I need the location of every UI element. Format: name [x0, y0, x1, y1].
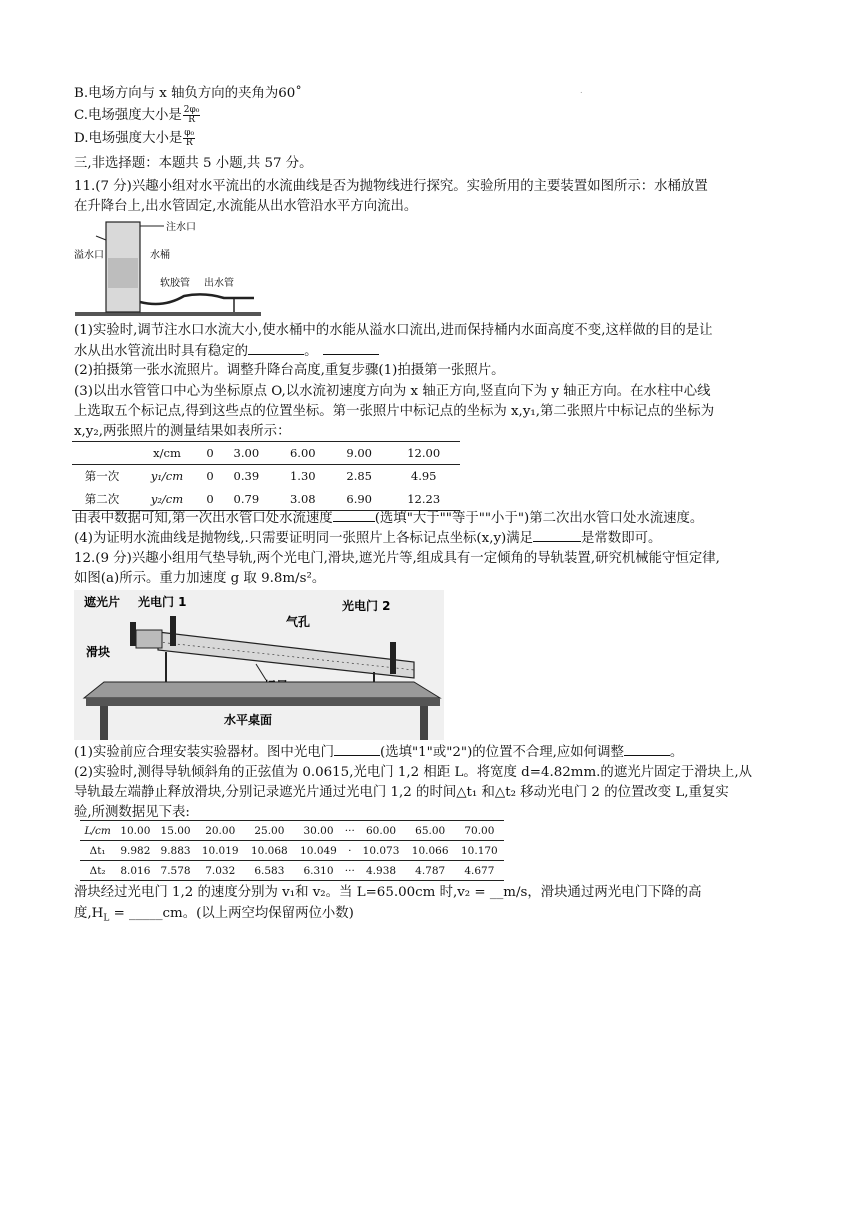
q11-part3-q-text: 由表中数据可知,第一次出水管口处水流速度 [74, 511, 333, 526]
table-cell: y₁/cm [150, 469, 184, 484]
q12-part1-rest: (选填"1"或"2")的位置不合理,应如何调整 [380, 745, 624, 760]
table-leg-left [100, 706, 108, 740]
table-cell: 第二次 [84, 491, 120, 506]
q11-answer-blank-1[interactable] [248, 342, 304, 355]
table-cell: 6.00 [275, 442, 331, 465]
label-outlet: 出水管 [204, 278, 234, 289]
option-d [74, 129, 196, 148]
q11-part1-line2 [74, 342, 379, 361]
q11-part3-line2: 上选取五个标记点,得到这些点的位置坐标。第一张照片中标记点的坐标为 x,y₁,第二张照片中标记点的坐标为 [74, 404, 715, 419]
table-cell: Δt₁ [80, 841, 115, 861]
table-cell: 10.066 [406, 841, 455, 861]
photogate-1 [170, 616, 176, 646]
option-d-numerator: φ₀ [184, 128, 195, 138]
q12-answer-blank-1[interactable] [334, 743, 380, 756]
q11-part1-end: 。 [304, 344, 318, 359]
table-header-row [80, 821, 504, 841]
q11-answer-blank-1b[interactable] [323, 342, 379, 355]
q11-intro-line1: 11.(7 分)兴趣小组对水平流出的水流曲线是否为抛物线进行探究。实验所用的主要装置如图所示：水桶放置 [74, 179, 708, 194]
table-row [80, 861, 504, 881]
hose-and-outlet [140, 294, 254, 304]
table-cell: 0 [202, 442, 218, 465]
label-shade: 遮光片 [84, 595, 121, 609]
table-cell: 4.938 [366, 864, 397, 877]
table-cell: 3.08 [289, 491, 316, 506]
label-hole: 气孔 [286, 615, 311, 629]
option-c [74, 106, 201, 125]
table-cell: 6.90 [346, 491, 372, 506]
q11-data-table [72, 441, 460, 511]
label-overflow: 溢水口 [74, 250, 104, 261]
label-gate1: 光电门 1 [138, 595, 187, 609]
table-cell: 70.00 [455, 821, 504, 841]
table-cell: x/cm [132, 442, 202, 465]
table-top [84, 682, 440, 698]
table-cell: 12.23 [407, 491, 441, 506]
table-cell: L/cm [80, 821, 115, 841]
table-cell: 0.39 [233, 469, 260, 484]
q11-part1-line1: (1)实验时,调节注水口水流大小,使水桶中的水能从溢水口流出,进而保持桶内水面高度不变,这样做的目的是让 [74, 323, 713, 338]
option-d-denominator: R [185, 138, 193, 148]
q12-part3-text: 度,H [74, 906, 104, 921]
q12-part2-line3: 验,所测数据见下表: [74, 805, 190, 820]
q11-part4-text: (4)为证明水流曲线是抛物线,.只需要证明同一张照片上各标记点坐标(x,y)满足 [74, 531, 534, 546]
option-c-fraction [183, 106, 201, 125]
table-cell: 4.677 [464, 864, 495, 877]
table-cell: 65.00 [406, 821, 455, 841]
table-cell: 60.00 [356, 821, 405, 841]
option-d-text: D.电场强度大小是 [74, 131, 183, 146]
table-cell: 1.30 [289, 469, 316, 484]
table-cell: 10.00 [115, 821, 155, 841]
table-header-row [72, 442, 460, 465]
q12-air-track-figure [74, 590, 444, 740]
q11-answer-blank-2[interactable] [333, 509, 375, 522]
q11-part3-q-rest: (选填"大于""等于""小于")第二次出水管口处水流速度。 [374, 511, 704, 526]
q12-intro-line1: 12.(9 分)兴趣小组用气垫导轨,两个光电门,滑块,遮光片等,组成具有一定倾角的导轨装置,研究机械能守恒定律, [74, 551, 720, 566]
table-cell: 0 [206, 469, 214, 484]
q11-part1-text: 水从出水管流出时具有稳定的 [74, 344, 249, 359]
q11-answer-blank-3[interactable] [533, 529, 581, 542]
q11-part3-line1: (3)以出水管管口中心为坐标原点 O,以水流初速度方向为 x 轴正方向,竖直向下为 y 轴正方向。在水柱中心线 [74, 384, 711, 399]
q11-part2: (2)拍摄第一张水流照片。调整升降台高度,重复步骤(1)拍摄第一张照片。 [74, 363, 505, 378]
table-cell: 8.016 [120, 864, 151, 877]
table-cell: 9.883 [155, 841, 195, 861]
photogate-2 [390, 642, 396, 674]
table-cell: ··· [343, 821, 356, 841]
table-cell: 15.00 [155, 821, 195, 841]
table-cell: 7.032 [205, 864, 236, 877]
table-cell: Δt₂ [89, 864, 106, 877]
table-cell: 10.073 [356, 841, 405, 861]
table-cell: 20.00 [196, 821, 245, 841]
table-cell: 6.310 [303, 864, 334, 877]
option-c-text: C.电场强度大小是 [74, 108, 182, 123]
table-cell: y₂/cm [150, 491, 184, 506]
stray-mark: . [580, 86, 583, 95]
q11-part4 [74, 529, 661, 548]
table-cell: 2.85 [346, 469, 372, 484]
table-cell: 9.00 [331, 442, 387, 465]
label-inlet: 注水口 [166, 222, 196, 233]
q12-part1 [74, 743, 683, 762]
table-cell: ··· [344, 864, 355, 877]
q12-part1-text: (1)实验前应合理安装实验器材。图中光电门 [74, 745, 334, 760]
table-cell: 12.00 [387, 442, 460, 465]
label-slider: 滑块 [86, 645, 111, 659]
q12-data-table [80, 820, 504, 881]
label-gate2: 光电门 2 [342, 599, 391, 613]
label-table: 水平桌面 [224, 713, 273, 727]
option-d-fraction [183, 129, 195, 148]
table-cell: 7.578 [160, 864, 191, 877]
table-cell: 3.00 [218, 442, 274, 465]
q12-part3-rest: = _____cm。(以上两空均保留两位小数) [109, 906, 354, 921]
table-cell: 9.982 [115, 841, 155, 861]
q11-intro-line2: 在升降台上,出水管固定,水流能从出水管沿水平方向流出。 [74, 199, 418, 214]
q12-part2-line1: (2)实验时,测得导轨倾斜角的正弦值为 0.0615,光电门 1,2 相距 L。将宽度 d=4.82mm.的遮光片固定于滑块上,从 [74, 765, 752, 780]
table-leg-right [420, 706, 428, 740]
table-cell [72, 442, 132, 465]
table-cell: 10.049 [294, 841, 343, 861]
q11-part3-line3: x,y₂,两张照片的测量结果如表所示： [74, 424, 291, 439]
table-cell: 30.00 [294, 821, 343, 841]
table-cell: · [343, 841, 356, 861]
q12-part2-line2: 导轨最左端静止释放滑块,分别记录遮光片通过光电门 1,2 的时间△t₁ 和△t₂ 移动光电门 2 的位置改变 L,重复实 [74, 785, 729, 800]
q12-part3-line1: 滑块经过光电门 1,2 的速度分别为 v₁和 v₂。当 L=65.00cm 时,v₂ = __m/s，滑块通过两光电门下降的高 [74, 885, 702, 900]
label-bucket: 水桶 [150, 250, 170, 261]
bucket-water [108, 258, 138, 288]
option-c-denominator: R [188, 115, 195, 125]
section-heading: 三,非选择题：本题共 5 小题,共 57 分。 [74, 156, 313, 171]
table-row [80, 841, 504, 861]
table-row [72, 465, 460, 488]
overflow-pipe [96, 236, 106, 240]
label-hose: 软胶管 [160, 278, 190, 289]
table-cell: 25.00 [245, 821, 294, 841]
shade-plate [130, 622, 136, 646]
q12-intro-line2: 如图(a)所示。重力加速度 g 取 9.8m/s²。 [74, 571, 326, 586]
table-cell: 第一次 [84, 469, 120, 484]
table-cell: 6.583 [254, 864, 285, 877]
q11-part4-rest: 是常数即可。 [581, 531, 662, 546]
q12-answer-blank-2[interactable] [624, 743, 670, 756]
q12-part3-subscript: L [103, 913, 110, 924]
table-cell: 4.787 [415, 864, 446, 877]
table-cell: 10.068 [245, 841, 294, 861]
q11-part3-question [74, 509, 703, 528]
option-c-numerator: 2φ₀ [183, 105, 200, 115]
table-cell: 10.170 [455, 841, 504, 861]
table-cell: 0 [206, 491, 214, 506]
q11-apparatus-figure [74, 218, 264, 318]
table-cell: 4.95 [410, 469, 437, 484]
table-cell: 10.019 [196, 841, 245, 861]
table-edge [86, 698, 440, 706]
table-cell: 0.79 [233, 491, 260, 506]
q12-part3-line2 [74, 905, 354, 928]
lift-platform [75, 312, 261, 316]
table-row [72, 488, 460, 511]
option-b: B.电场方向与 x 轴负方向的夹角为60˚ [74, 86, 302, 101]
slider-block [136, 630, 162, 648]
q12-part1-end: 。 [669, 745, 684, 760]
